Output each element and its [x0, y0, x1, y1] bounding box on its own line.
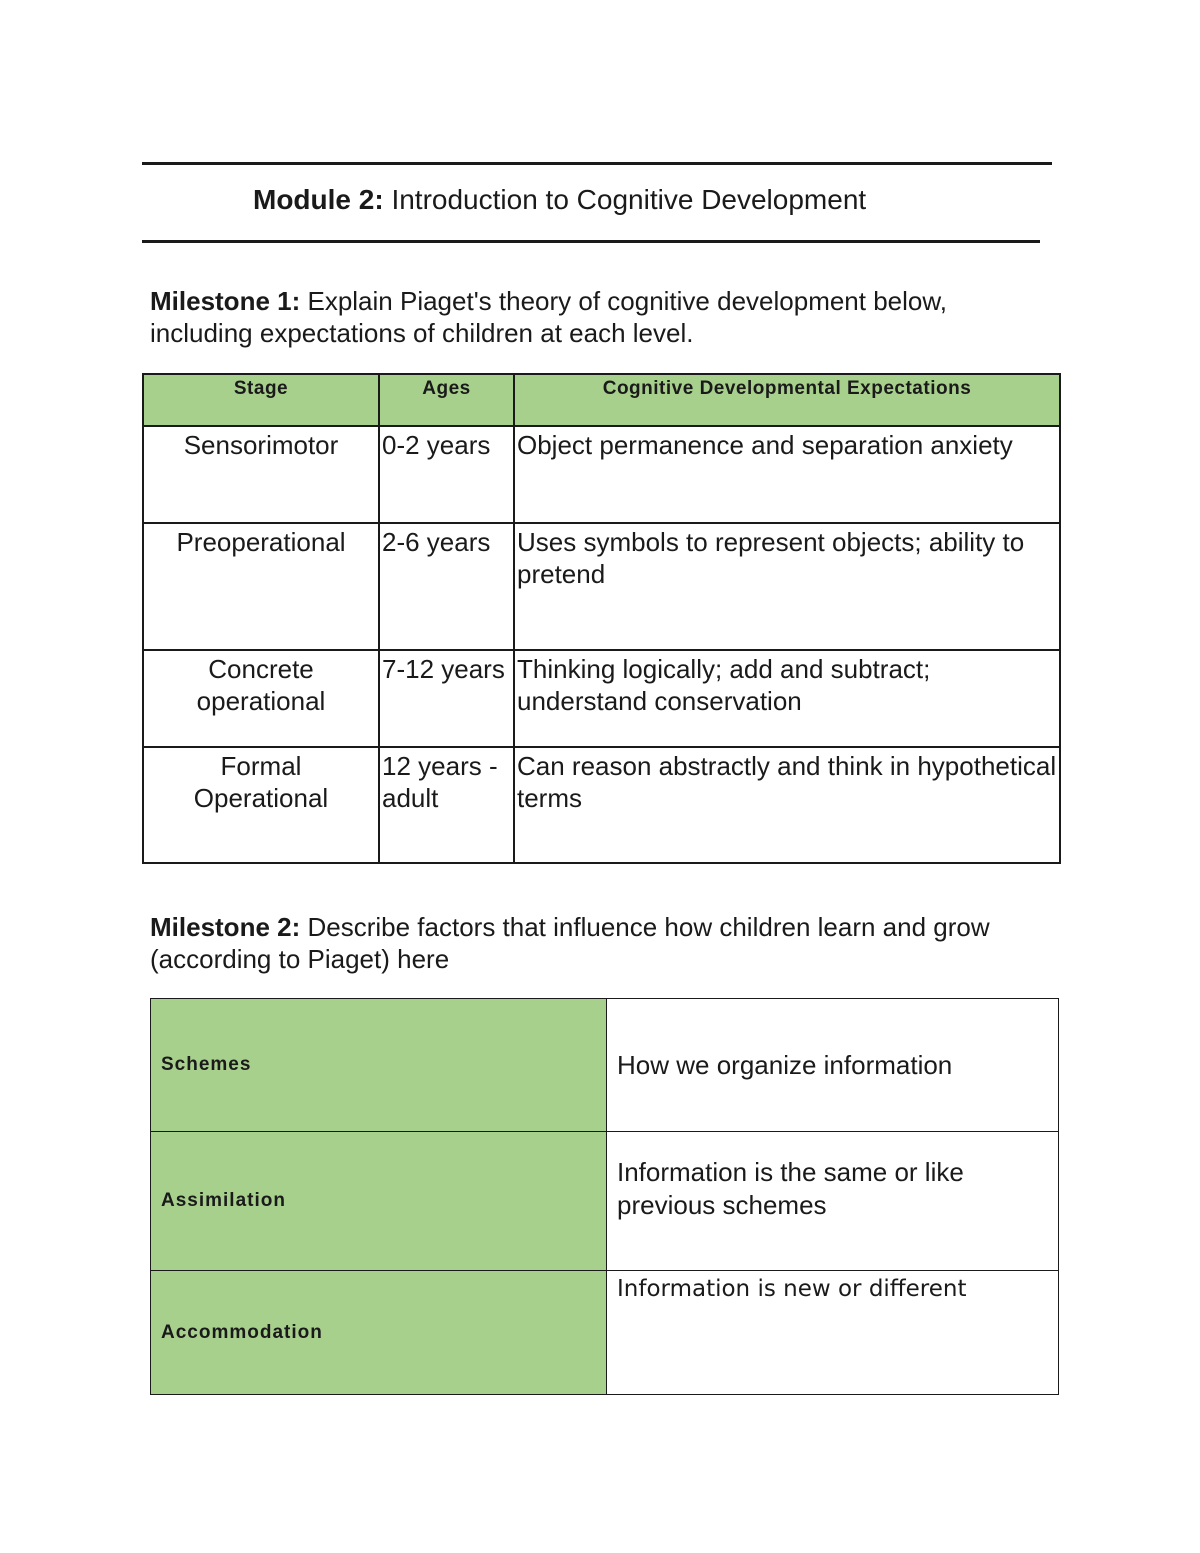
expectations-cell: Object permanence and separation anxiety: [514, 426, 1060, 523]
stage-cell: Preoperational: [143, 523, 379, 650]
milestone-1-label: Milestone 1:: [150, 286, 301, 316]
expectations-cell: Uses symbols to represent objects; ability to pretend: [514, 523, 1060, 650]
stage-cell: Sensorimotor: [143, 426, 379, 523]
table-row: [143, 426, 1060, 523]
table-row: [143, 650, 1060, 747]
factors-table: [150, 998, 1059, 1395]
expectations-cell: Thinking logically; add and subtract; understand conservation: [514, 650, 1060, 747]
bottom-divider: [142, 240, 1040, 243]
factor-definition: Information is new or different: [607, 1271, 1059, 1395]
page-title: [253, 184, 866, 216]
milestone-2-label: Milestone 2:: [150, 912, 301, 942]
stage-cell: Concrete operational: [143, 650, 379, 747]
factor-term: Assimilation: [151, 1132, 607, 1271]
stages-table: [142, 373, 1061, 864]
stage-cell: Formal Operational: [143, 747, 379, 863]
milestone-1-prompt: [150, 285, 1030, 349]
table-row: [151, 999, 1059, 1132]
module-title-text: Introduction to Cognitive Development: [383, 184, 867, 215]
table-row: [151, 1271, 1059, 1395]
module-label: Module 2:: [253, 184, 384, 215]
ages-cell: 7-12 years: [379, 650, 514, 747]
ages-cell: 2-6 years: [379, 523, 514, 650]
stages-header-row: [143, 374, 1060, 426]
table-row: [151, 1132, 1059, 1271]
factor-definition: Information is the same or like previous schemes: [607, 1132, 1059, 1271]
factor-term: Accommodation: [151, 1271, 607, 1395]
header-stage: Stage: [143, 374, 379, 426]
expectations-cell: Can reason abstractly and think in hypothetical terms: [514, 747, 1060, 863]
milestone-1-text: Explain Piaget's theory of cognitive development below, including expectations of children at each level.: [150, 286, 947, 348]
milestone-2-prompt: [150, 911, 1030, 975]
milestone-2-text: Describe factors that influence how children learn and grow (according to Piaget) here: [150, 912, 990, 974]
ages-cell: 12 years - adult: [379, 747, 514, 863]
top-divider: [142, 162, 1052, 165]
header-ages: Ages: [379, 374, 514, 426]
factor-term: Schemes: [151, 999, 607, 1132]
factor-definition: How we organize information: [607, 999, 1059, 1132]
table-row: [143, 523, 1060, 650]
ages-cell: 0-2 years: [379, 426, 514, 523]
table-row: [143, 747, 1060, 863]
header-expectations: Cognitive Developmental Expectations: [514, 374, 1060, 426]
